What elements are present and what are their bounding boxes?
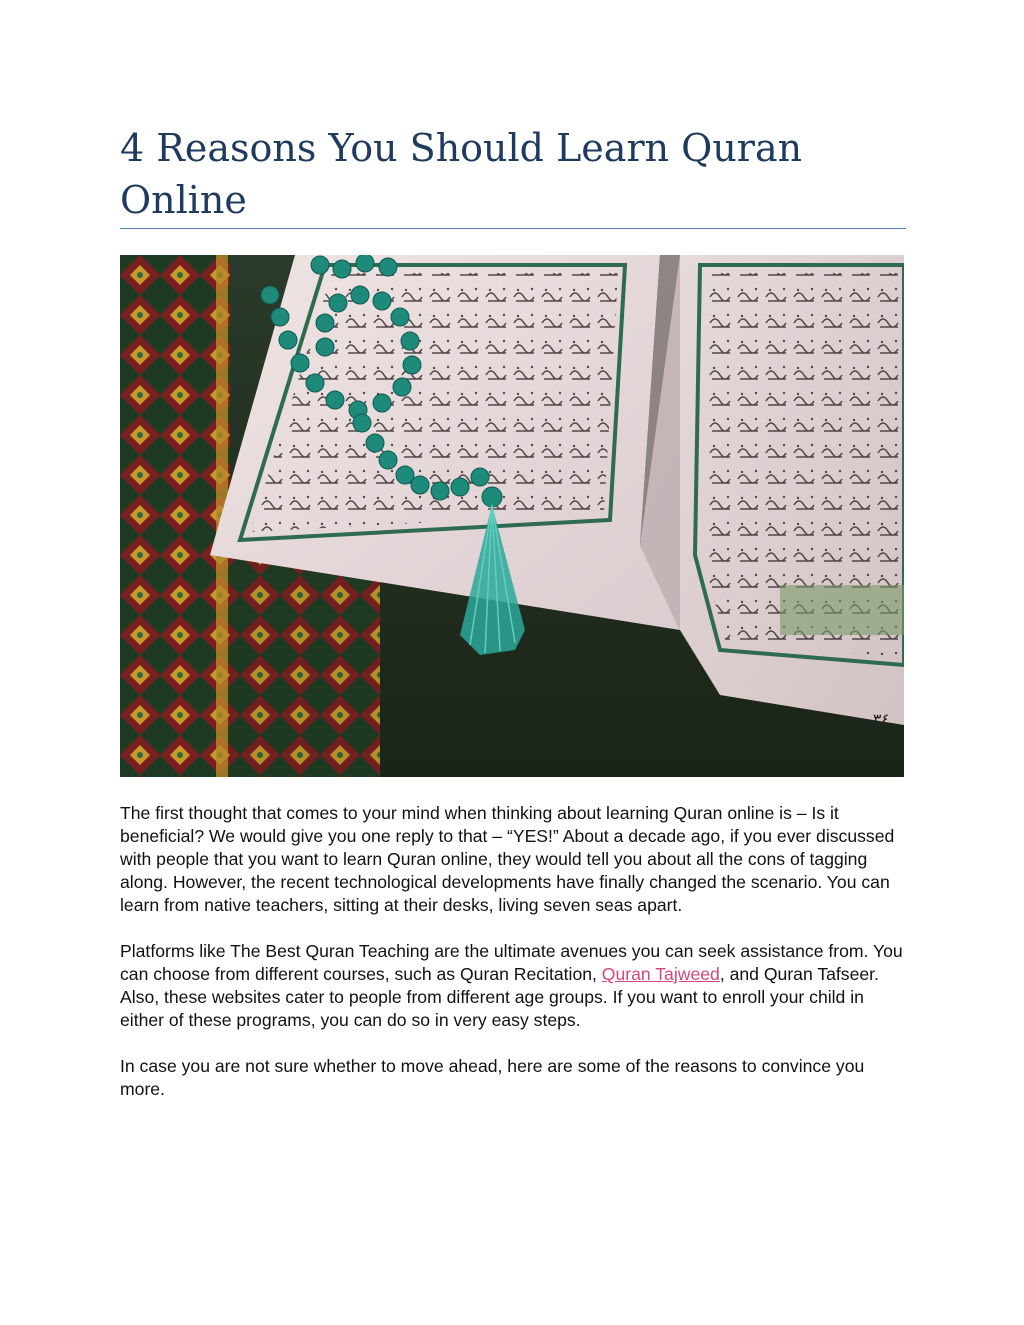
page-number-label: ٣٤: [872, 710, 890, 729]
title-underline-divider: [120, 228, 906, 229]
quran-photo: [120, 255, 904, 777]
article-body: [120, 802, 906, 1124]
paragraph-intro: The first thought that comes to your mind when thinking about learning Quran online is – Is it beneficial? We would give you one reply to that – “YES!” About a decade ago, if you ever discussed with people that you want to learn Quran online, they would tell you about all the cons of tagging along. However, the recent technological developments have finally changed the scenario. You can learn from native teachers, sitting at their desks, living seven seas apart.: [120, 803, 895, 915]
paragraph-reasons-intro: In case you are not sure whether to move ahead, here are some of the reasons to convince you more.: [120, 1056, 865, 1099]
paragraph-platforms-text-after: , and Quran Tafseer. Also, these websites cater to people from different age groups. If you want to enroll your child in either of these programs, you can do so in very easy steps.: [120, 964, 879, 1030]
paragraph-platforms-text-before: Platforms like The Best Quran Teaching are the ultimate avenues you can seek assistance from. You can choose from different courses, such as Quran Recitation,: [120, 941, 903, 984]
quran-tajweed-link[interactable]: Quran Tajweed: [601, 964, 720, 984]
page-title: 4 Reasons You Should Learn Quran Online: [120, 126, 803, 222]
paragraph-platforms: [120, 940, 906, 1032]
